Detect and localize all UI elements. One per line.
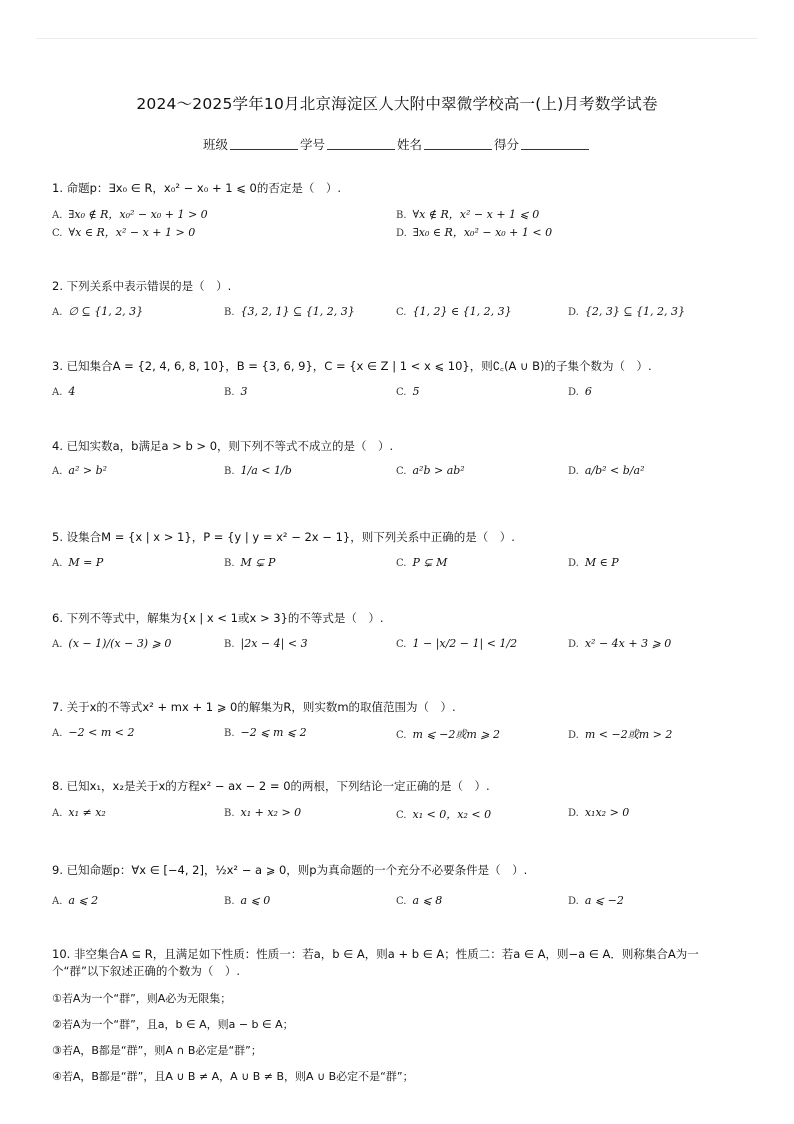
option-a[interactable]: A. 4 [52,385,76,398]
option-c[interactable]: C. P ⊊ M [396,556,448,569]
question-9 [52,862,742,912]
option-d[interactable]: D. x² − 4x + 3 ⩾ 0 [568,637,672,650]
question-10 [52,946,742,1086]
question-stem: 9. 已知命题p：∀x ∈ [−4, 2]，½x² − a ⩾ 0，则p为真命题的一个充分不必要条件是（ ）. [52,863,528,877]
question-stem: 4. 已知实数a，b满足a > b > 0，则下列不等式不成立的是（ ）. [52,439,394,453]
option-b[interactable]: B. a ⩽ 0 [224,894,271,907]
option-d[interactable]: D. 6 [568,385,592,398]
option-b[interactable]: B. ∀x ∉ R，x² − x + 1 ⩽ 0 [396,208,540,221]
option-a[interactable]: A. a ⩽ 2 [52,894,99,907]
option-b[interactable]: B. 1/a < 1/b [224,464,292,477]
class-field[interactable]: 班级 [203,135,300,153]
question-stem: 6. 下列不等式中，解集为{x | x < 1或x > 3}的不等式是（ ）. [52,611,384,625]
score-field[interactable]: 得分 [494,135,591,153]
option-d[interactable]: D. m < −2或m > 2 [568,728,673,741]
option-a[interactable]: A. −2 < m < 2 [52,726,135,739]
question-stem: 10. 非空集合A ⊆ R，且满足如下性质：性质一：若a，b ∈ A，则a + b ∈ A；性质二：若a ∈ A，则−a ∈ A．则称集合A为一个“群”以下叙述正确的个数为（ ）. [52,947,699,978]
option-a[interactable]: A. x₁ ≠ x₂ [52,806,106,819]
option-d[interactable]: D. a/b² < b/a² [568,464,645,477]
question-3 [52,358,742,402]
question-1 [52,180,742,240]
option-c[interactable]: C. {1, 2} ∈ {1, 2, 3} [396,305,512,318]
option-c[interactable]: C. a²b > ab² [396,464,465,477]
option-b[interactable]: B. x₁ + x₂ > 0 [224,806,302,819]
question-stem: 5. 设集合M = {x | x > 1}，P = {y | y = x² − 2x − 1}，则下列关系中正确的是（ ）. [52,530,515,544]
statement-1: ①若A为一个“群”，则A必为无限集； [52,992,232,1005]
statement-4: ④若A，B都是“群”，且A ∪ B ≠ A，A ∪ B ≠ B，则A ∪ B必定不是“群”； [52,1070,414,1083]
student-number-field[interactable]: 学号 [300,135,397,153]
option-c[interactable]: C. m ⩽ −2或m ⩾ 2 [396,728,500,741]
student-info-row [0,135,794,153]
question-stem: 3. 已知集合A = {2, 4, 6, 8, 10}，B = {3, 6, 9}，C = {x ∈ Z | 1 < x ⩽ 10}，则∁꜀(A ∪ B)的子集个数为（ ）. [52,359,652,373]
option-c[interactable]: C. 5 [396,385,420,398]
question-4 [52,438,742,492]
option-c[interactable]: C. ∀x ∈ R，x² − x + 1 > 0 [52,226,196,239]
option-c[interactable]: C. x₁ < 0，x₂ < 0 [396,808,492,821]
question-6 [52,610,742,664]
question-5 [52,529,742,573]
option-b[interactable]: B. |2x − 4| < 3 [224,637,308,650]
option-d[interactable]: D. {2, 3} ⊆ {1, 2, 3} [568,305,686,318]
option-a[interactable]: A. a² > b² [52,464,108,477]
option-d[interactable]: D. ∃x₀ ∈ R，x₀² − x₀ + 1 < 0 [396,226,553,239]
statement-3: ③若A，B都是“群”，则A ∩ B必定是“群”； [52,1044,262,1057]
option-a[interactable]: A. (x − 1)/(x − 3) ⩾ 0 [52,637,172,650]
question-stem: 8. 已知x₁，x₂是关于x的方程x² − ax − 2 = 0的两根，下列结论一定正确的是（ ）. [52,779,490,793]
name-field[interactable]: 姓名 [397,135,494,153]
question-2 [52,278,742,322]
option-b[interactable]: B. M ⊊ P [224,556,276,569]
option-b[interactable]: B. −2 ⩽ m ⩽ 2 [224,726,307,739]
option-d[interactable]: D. M ∈ P [568,556,619,569]
question-stem: 2. 下列关系中表示错误的是（ ）. [52,279,232,293]
option-b[interactable]: B. 3 [224,385,248,398]
statement-2: ②若A为一个“群”，且a，b ∈ A，则a − b ∈ A； [52,1018,294,1031]
question-8 [52,778,742,822]
question-7 [52,699,742,743]
option-b[interactable]: B. {3, 2, 1} ⊆ {1, 2, 3} [224,305,355,318]
option-d[interactable]: D. x₁x₂ > 0 [568,806,630,819]
exam-title: 2024～2025学年10月北京海淀区人大附中翠微学校高一(上)月考数学试卷 [136,95,658,113]
option-c[interactable]: C. 1 − |x/2 − 1| < 1/2 [396,637,518,650]
header-divider [36,38,758,39]
option-d[interactable]: D. a ⩽ −2 [568,894,624,907]
option-a[interactable]: A. ∅ ⊆ {1, 2, 3} [52,305,144,318]
option-a[interactable]: A. ∃x₀ ∉ R，x₀² − x₀ + 1 > 0 [52,208,208,221]
option-a[interactable]: A. M = P [52,556,104,569]
question-stem: 1. 命题p：∃x₀ ∈ R，x₀² − x₀ + 1 ⩽ 0的否定是（ ）. [52,181,341,195]
option-c[interactable]: C. a ⩽ 8 [396,894,443,907]
question-stem: 7. 关于x的不等式x² + mx + 1 ⩾ 0的解集为R，则实数m的取值范围为（ ）. [52,700,456,714]
